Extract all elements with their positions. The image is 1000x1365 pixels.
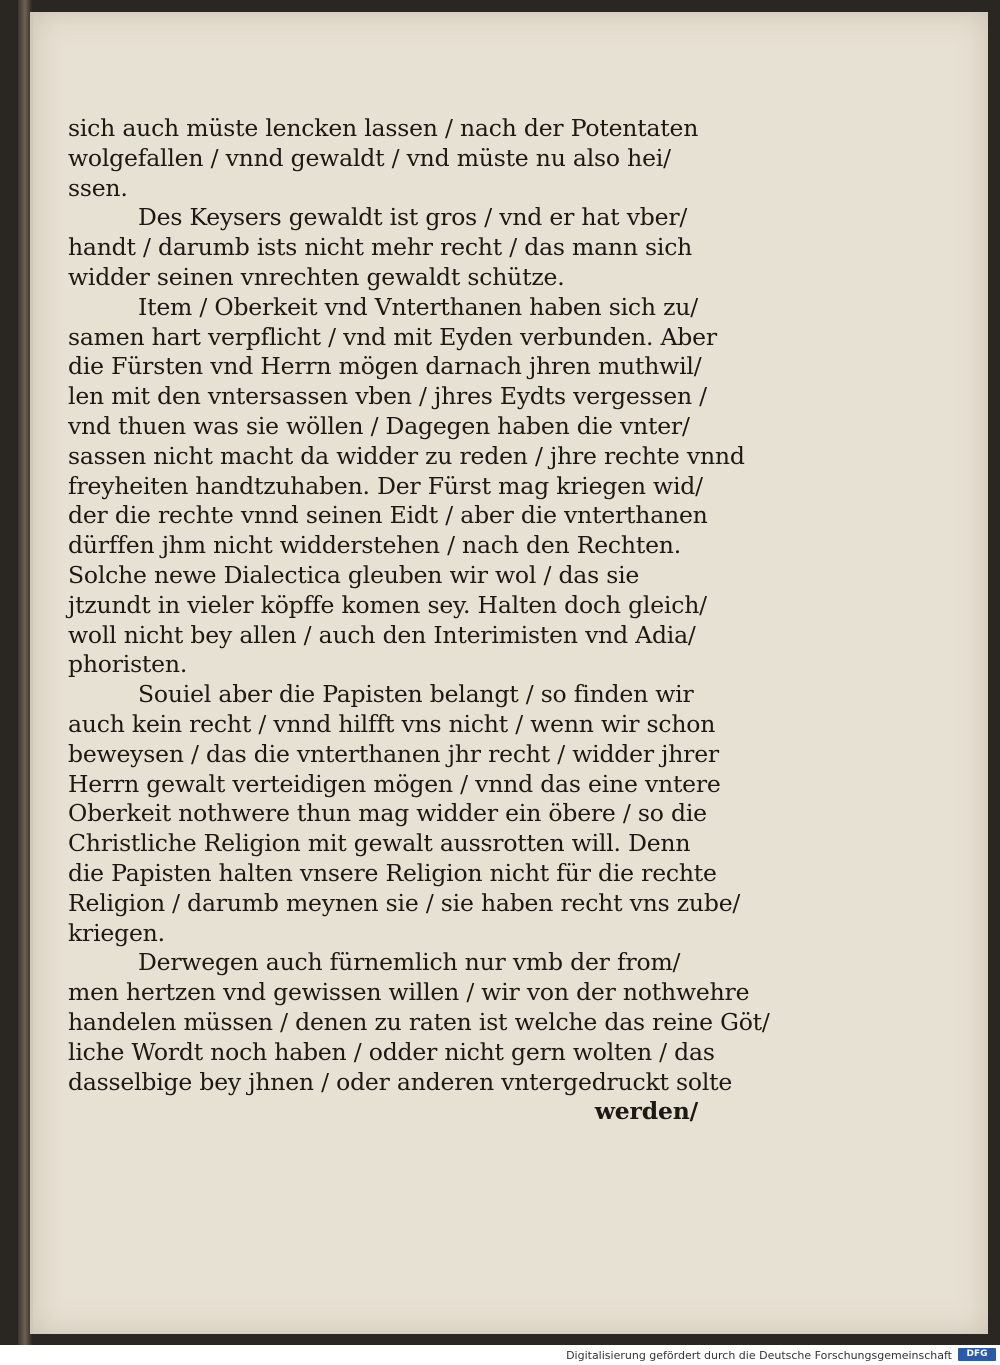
footer: [0, 1345, 1000, 1365]
text-line: Religion / darumb meynen sie / sie haben recht vns zube/: [68, 888, 741, 917]
text-line: auch kein recht / vnnd hilfft vns nicht / wenn wir schon: [68, 709, 716, 738]
catchword: werden/: [594, 1097, 698, 1126]
text-line: Souiel aber die Papisten belangt / so finden wir: [138, 680, 694, 709]
text-line: sassen nicht macht da widder zu reden / jhre rechte vnnd: [68, 441, 745, 470]
text-line: Herrn gewalt verteidigen mögen / vnnd das eine vntere: [68, 769, 721, 798]
text-line: freyheiten handtzuhaben. Der Fürst mag kriegen wid/: [68, 471, 703, 500]
text-line: Item / Oberkeit vnd Vnterthanen haben sich zu/: [138, 292, 698, 321]
text-line: jtzundt in vieler köpffe komen sey. Halten doch gleich/: [68, 590, 707, 619]
text-line: die Papisten halten vnsere Religion nicht für die rechte: [68, 858, 717, 887]
text-line: woll nicht bey allen / auch den Interimisten vnd Adia/: [68, 620, 696, 649]
text-line: men hertzen vnd gewissen willen / wir von der nothwehre: [68, 978, 750, 1007]
text-line: len mit den vntersassen vben / jhres Eydts vergessen /: [68, 382, 707, 411]
text-line: liche Wordt noch haben / odder nicht gern wolten / das: [68, 1037, 715, 1066]
text-line: wolgefallen / vnnd gewaldt / vnd müste nu also hei/: [68, 143, 671, 172]
text-line: phoristen.: [68, 650, 188, 679]
text-block: [68, 114, 770, 1127]
funding-credit: Digitalisierung gefördert durch die Deutsche Forschungsgemeinschaft: [566, 1349, 952, 1362]
text-line: Derwegen auch fürnemlich nur vmb der from/: [138, 948, 681, 977]
text-line: kriegen.: [68, 918, 165, 947]
text-line: samen hart verpflicht / vnd mit Eyden verbunden. Aber: [68, 322, 717, 351]
text-line: beweysen / das die vnterthanen jhr recht / widder jhrer: [68, 739, 719, 768]
text-line: vnd thuen was sie wöllen / Dagegen haben die vnter/: [68, 411, 690, 440]
text-line: Solche newe Dialectica gleuben wir wol / das sie: [68, 560, 640, 589]
text-line: Des Keysers gewaldt ist gros / vnd er hat vber/: [138, 203, 688, 232]
text-line: widder seinen vnrechten gewaldt schütze.: [68, 262, 565, 291]
text-line: dürffen jhm nicht widderstehen / nach den Rechten.: [68, 531, 681, 560]
text-line: der die rechte vnnd seinen Eidt / aber die vnterthanen: [68, 501, 708, 530]
book-page: [30, 12, 988, 1334]
text-line: handt / darumb ists nicht mehr recht / das mann sich: [68, 233, 693, 262]
text-line: ssen.: [68, 173, 128, 202]
text-line: Oberkeit nothwere thun mag widder ein öbere / so die: [68, 799, 707, 828]
dfg-logo: DFG: [958, 1348, 996, 1361]
text-line: die Fürsten vnd Herrn mögen darnach jhren muthwil/: [68, 352, 702, 381]
text-line: sich auch müste lencken lassen / nach der Potentaten: [68, 114, 699, 142]
text-line: handelen müssen / denen zu raten ist welche das reine Göt/: [68, 1007, 770, 1036]
text-line: Christliche Religion mit gewalt aussrotten will. Denn: [68, 829, 691, 858]
text-line: dasselbige bey jhnen / oder anderen vntergedruckt solte: [68, 1067, 733, 1096]
